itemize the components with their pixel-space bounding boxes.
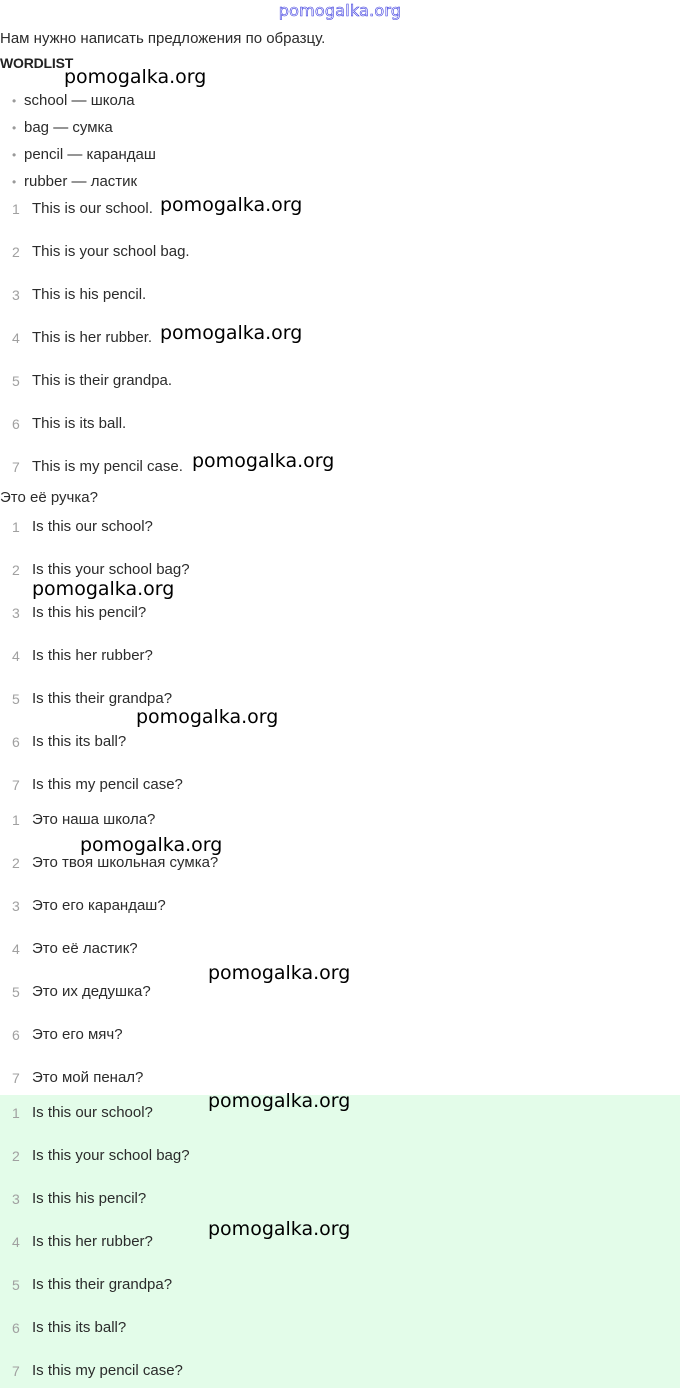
watermark: pomogalka.org <box>64 66 207 88</box>
intro-text: Нам нужно написать предложения по образцу. <box>0 30 326 47</box>
item-number: 6 <box>12 416 20 432</box>
item-number: 7 <box>12 1070 20 1086</box>
statement-text: This is her rubber. <box>32 329 153 346</box>
watermark: pomogalka.org <box>208 1090 351 1112</box>
answer-text: Is this their grandpa? <box>32 1276 173 1293</box>
item-number: 2 <box>12 855 20 871</box>
statement-text: This is our school. <box>32 200 153 217</box>
watermark: pomogalka.org <box>32 578 175 600</box>
item-number: 1 <box>12 812 20 828</box>
question-text: Is this our school? <box>32 518 153 535</box>
watermark: pomogalka.org <box>80 834 223 856</box>
translation-text: Это его мяч? <box>32 1026 123 1043</box>
watermark: pomogalka.org <box>160 194 303 216</box>
answer-text: Is this his pencil? <box>32 1190 147 1207</box>
question-text: Is this his pencil? <box>32 604 147 621</box>
item-number: 3 <box>12 1191 20 1207</box>
watermark: pomogalka.org <box>208 962 351 984</box>
translation-text: Это его карандаш? <box>32 897 166 914</box>
statement-text: This is my pencil case. <box>32 458 183 475</box>
item-number: 7 <box>12 1363 20 1379</box>
item-number: 7 <box>12 777 20 793</box>
item-number: 2 <box>12 562 20 578</box>
answer-text: Is this your school bag? <box>32 1147 190 1164</box>
wordlist-item: • bag — сумка <box>12 119 113 136</box>
answer-text: Is this its ball? <box>32 1319 127 1336</box>
statement-text: This is its ball. <box>32 415 127 432</box>
answer-text: Is this her rubber? <box>32 1233 153 1250</box>
watermark: pomogalka.org <box>208 1218 351 1240</box>
item-number: 4 <box>12 330 20 346</box>
item-number: 4 <box>12 941 20 957</box>
item-number: 6 <box>12 1027 20 1043</box>
wordlist-item: • rubber — ластик <box>12 173 138 190</box>
item-number: 1 <box>12 1105 20 1121</box>
statement-text: This is his pencil. <box>32 286 147 303</box>
item-number: 4 <box>12 1234 20 1250</box>
watermark: pomogalka.org <box>136 706 279 728</box>
item-number: 6 <box>12 1320 20 1336</box>
wordlist-item: • pencil — карандаш <box>12 146 156 163</box>
bullet-icon: • <box>12 94 17 108</box>
item-number: 2 <box>12 1148 20 1164</box>
wordlist-item: • school — школа <box>12 92 135 109</box>
item-number: 3 <box>12 287 20 303</box>
watermark: pomogalka.org <box>160 322 303 344</box>
item-number: 5 <box>12 984 20 1000</box>
question-text: Is this your school bag? <box>32 561 190 578</box>
question-text: Is this my pencil case? <box>32 776 183 793</box>
bullet-icon: • <box>12 148 17 162</box>
item-number: 3 <box>12 605 20 621</box>
statement-text: This is their grandpa. <box>32 372 173 389</box>
site-watermark: pomogalka.org <box>278 1 402 20</box>
item-number: 5 <box>12 691 20 707</box>
item-number: 1 <box>12 201 20 217</box>
item-number: 7 <box>12 459 20 475</box>
item-number: 5 <box>12 1277 20 1293</box>
item-number: 1 <box>12 519 20 535</box>
item-number: 4 <box>12 648 20 664</box>
watermark: pomogalka.org <box>192 450 335 472</box>
question-text: Is this their grandpa? <box>32 690 173 707</box>
translation-text: Это твоя школьная сумка? <box>32 854 219 871</box>
question-text: Is this its ball? <box>32 733 127 750</box>
translation-text: Это мой пенал? <box>32 1069 144 1086</box>
bullet-icon: • <box>12 121 17 135</box>
question-text: Is this her rubber? <box>32 647 153 664</box>
translation-text: Это наша школа? <box>32 811 156 828</box>
item-number: 6 <box>12 734 20 750</box>
item-number: 3 <box>12 898 20 914</box>
wordlist-title: WORDLIST <box>0 55 74 71</box>
item-number: 5 <box>12 373 20 389</box>
answer-text: Is this my pencil case? <box>32 1362 183 1379</box>
example-label: Это её ручка? <box>0 489 98 506</box>
item-number: 2 <box>12 244 20 260</box>
translation-text: Это её ластик? <box>32 940 138 957</box>
statement-text: This is your school bag. <box>32 243 190 260</box>
translation-text: Это их дедушка? <box>32 983 151 1000</box>
answer-text: Is this our school? <box>32 1104 153 1121</box>
bullet-icon: • <box>12 175 17 189</box>
